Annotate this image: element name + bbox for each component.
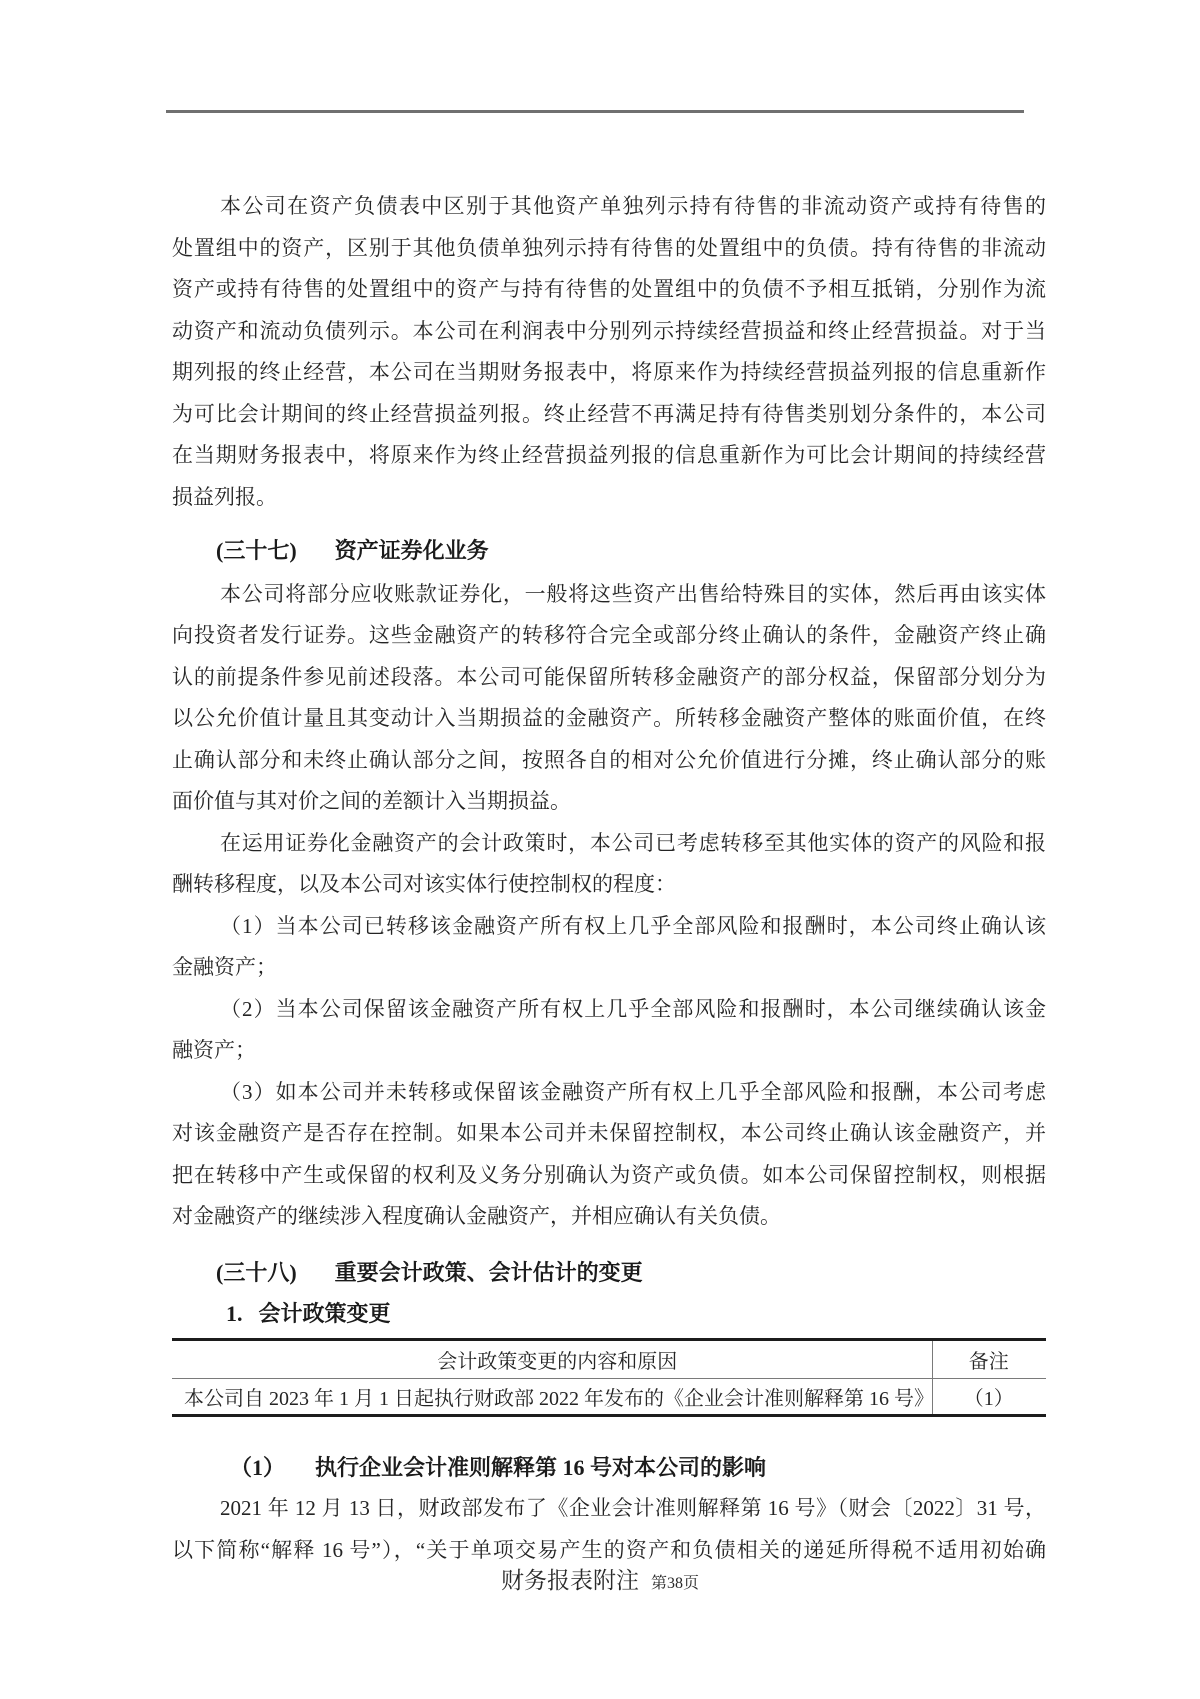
text-line: （2）当本公司保留该金融资产所有权上几乎全部风险和报酬时，本公司继续确认该金 xyxy=(220,996,1046,1021)
para-interpretation-16 xyxy=(172,1488,1046,1571)
footer-page-number: 第38页 xyxy=(650,1575,699,1592)
heading-title: 执行企业会计准则解释第 16 号对本公司的影响 xyxy=(315,1454,767,1480)
text-line: 融资产； xyxy=(172,1038,256,1062)
table-header-cell: 会计政策变更的内容和原因 xyxy=(172,1339,932,1378)
text-line: 金融资产； xyxy=(172,955,277,979)
para-item-1 xyxy=(172,906,1046,989)
heading-37 xyxy=(172,530,1046,572)
text-line: 以下简称“解释 16 号”），“关于单项交易产生的资产和负债相关的递延所得税不适用初始确 xyxy=(172,1537,1046,1562)
text-line: 止确认部分和未终止确认部分之间，按照各自的相对公允价值进行分摊，终止确认部分的账 xyxy=(172,747,1046,772)
heading-number: (三十八) xyxy=(216,1259,297,1285)
heading-title: 会计政策变更 xyxy=(258,1301,391,1326)
text-line: 以公允价值计量且其变动计入当期损益的金融资产。所转移金融资产整体的账面价值，在终 xyxy=(172,706,1046,730)
text-line: 面价值与其对价之间的差额计入当期损益。 xyxy=(172,789,571,813)
text-line: 把在转移中产生或保留的权利及义务分别确认为资产或负债。如本公司保留控制权，则根据 xyxy=(172,1162,1046,1187)
text-line: 本公司在资产负债表中区别于其他资产单独列示持有待售的非流动资产或持有待售的 xyxy=(220,194,1046,218)
text-line: （3）如本公司并未转移或保留该金融资产所有权上几乎全部风险和报酬，本公司考虑 xyxy=(220,1079,1046,1104)
text-line: 为可比会计期间的终止经营损益列报。终止经营不再满足持有待售类别划分条件的，本公司 xyxy=(172,401,1046,426)
table-row xyxy=(172,1378,1046,1415)
policy-change-table xyxy=(172,1338,1046,1417)
para-held-for-sale xyxy=(172,186,1046,518)
table-header-cell: 备注 xyxy=(932,1339,1046,1378)
text-line: 2021 年 12 月 13 日，财政部发布了《企业会计准则解释第 16 号》（财会〔2022〕31 号， xyxy=(220,1496,1046,1520)
heading-38 xyxy=(172,1252,1046,1294)
heading-38-1 xyxy=(172,1447,1046,1489)
table-cell: 本公司自 2023 年 1 月 1 日起执行财政部 2022 年发布的《企业会计准则解释第 16 号》 xyxy=(184,1387,934,1410)
heading-title: 资产证券化业务 xyxy=(334,538,489,563)
text-line: 对金融资产的继续涉入程度确认金融资产，并相应确认有关负债。 xyxy=(172,1204,781,1228)
text-line: 酬转移程度，以及本公司对该实体行使控制权的程度： xyxy=(172,872,676,896)
footer-title: 财务报表附注 xyxy=(500,1568,639,1593)
para-item-2 xyxy=(172,989,1046,1072)
page-footer xyxy=(0,1560,1200,1601)
text-line: 动资产和流动负债列示。本公司在利润表中分别列示持续经营损益和终止经营损益。对于当 xyxy=(172,318,1046,343)
text-line: 期列报的终止经营，本公司在当期财务报表中，将原来作为持续经营损益列报的信息重新作 xyxy=(172,360,1046,384)
text-line: 对该金融资产是否存在控制。如果本公司并未保留控制权，本公司终止确认该金融资产，并 xyxy=(172,1121,1046,1145)
text-line: 在当期财务报表中，将原来作为终止经营损益列报的信息重新作为可比会计期间的持续经营 xyxy=(172,443,1046,467)
heading-title: 重要会计政策、会计估计的变更 xyxy=(334,1259,643,1285)
text-line: 本公司将部分应收账款证券化，一般将这些资产出售给特殊目的实体，然后再由该实体 xyxy=(220,581,1046,606)
text-line: 认的前提条件参见前述段落。本公司可能保留所转移金融资产的部分权益，保留部分划分为 xyxy=(172,664,1046,689)
text-line: 处置组中的资产，区别于其他负债单独列示持有待售的处置组中的负债。持有待售的非流动 xyxy=(172,235,1046,260)
text-line: 资产或持有待售的处置组中的资产与持有待售的处置组中的负债不予相互抵销，分别作为流 xyxy=(172,277,1046,301)
heading-number: 1. xyxy=(226,1301,243,1326)
document-content xyxy=(172,186,1046,1571)
text-line: （1）当本公司已转移该金融资产所有权上几乎全部风险和报酬时，本公司终止确认该 xyxy=(220,913,1046,938)
para-item-3 xyxy=(172,1072,1046,1238)
heading-number: (三十七) xyxy=(216,538,297,563)
text-line: 向投资者发行证券。这些金融资产的转移符合完全或部分终止确认的条件，金融资产终止确 xyxy=(172,623,1046,647)
para-policy-consideration xyxy=(172,823,1046,906)
table-header-row xyxy=(172,1339,1046,1378)
text-line: 损益列报。 xyxy=(172,484,277,509)
table-cell: （1） xyxy=(932,1378,1046,1415)
heading-number: （1） xyxy=(230,1454,286,1480)
text-line: 在运用证券化金融资产的会计政策时，本公司已考虑转移至其他实体的资产的风险和报 xyxy=(220,830,1046,855)
para-securitization xyxy=(172,574,1046,823)
header-rule xyxy=(166,110,1024,113)
subheading-policy-change xyxy=(172,1293,1046,1335)
